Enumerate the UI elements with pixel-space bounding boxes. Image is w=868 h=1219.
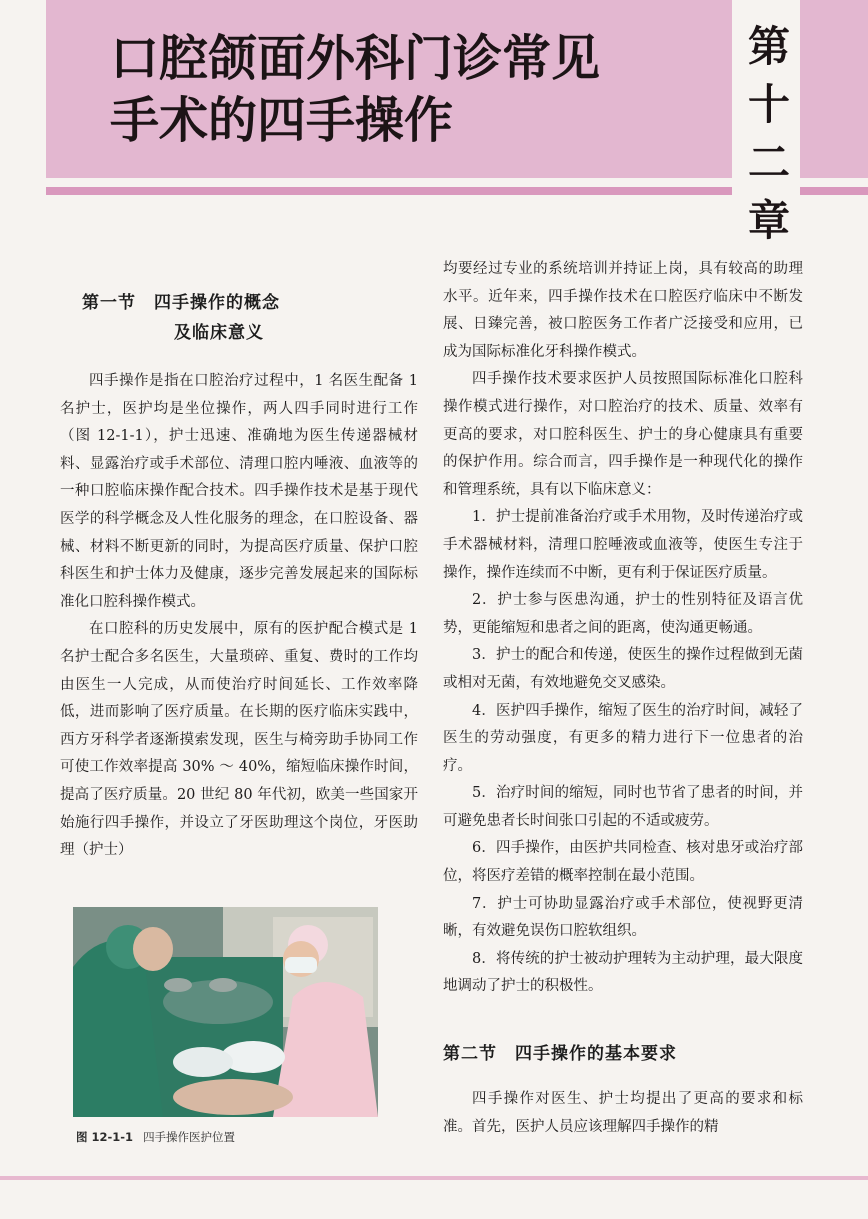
figure-caption: [76, 1129, 235, 1145]
footer-rule: [0, 1176, 868, 1180]
list-item: 2．护士参与医患沟通，护士的性别特征及语言优势，更能缩短和患者之间的距离，使沟通更畅通。: [443, 592, 803, 636]
right-column: [443, 256, 803, 1001]
figure-caption-text: 四手操作医护位置: [143, 1130, 236, 1144]
chapter-label-char: 第: [747, 22, 790, 71]
chapter-side-band: [800, 0, 868, 178]
body-paragraph: 四手操作技术要求医护人员按照国际标准化口腔科操作模式进行操作，对口腔治疗的技术、质量、效率有更高的要求，对口腔科医生、护士的身心健康具有重要的保护作用。综合而言，四手操作是一种现代化的操作和管理系统，具有以下临床意义：: [443, 371, 803, 498]
chapter-title-line2: 手术的四手操作: [110, 92, 454, 149]
body-paragraph-continued: 均要经过专业的系统培训并持证上岗，具有较高的助理水平。近年来，四手操作技术在口腔医疗临床中不断发展、日臻完善，被口腔医务工作者广泛接受和应用，已成为国际标准化牙科操作模式。: [443, 261, 803, 360]
list-item: 8．将传统的护士被动护理转为主动护理，最大限度地调动了护士的积极性。: [443, 950, 803, 995]
list-item: 5．治疗时间的缩短，同时也节省了患者的时间，并可避免患者长时间张口引起的不适或疲劳。: [443, 785, 803, 829]
list-item: 6．四手操作，由医护共同检查、核对患牙或治疗部位，将医疗差错的概率控制在最小范围。: [443, 840, 803, 885]
header-rule-right: [800, 187, 868, 195]
figure-photo: [73, 907, 378, 1117]
body-paragraph: 四手操作是指在口腔治疗过程中，1 名医生配备 1 名护士，医护均是坐位操作，两人四手同时进行工作（图 12-1-1），护士迅速、准确地为医生传递器械材料、显露治疗或手术部位、清理口腔内唾液、血液等的一种口腔临床操作配合技术。四手操作技术是基于现代医学的科学概念及人性化服务的理念，在口腔设备、器械、材料不断更新的同时，为提高医疗质量、保护口腔科医生和护士体力及健康，逐步完善发展起来的国际标准化口腔科操作模式。: [60, 373, 418, 610]
section2-body: [443, 1086, 803, 1141]
chapter-label-char: 十: [747, 80, 790, 129]
chapter-number-label: [740, 18, 798, 250]
chapter-title: [110, 28, 710, 152]
section1-heading: [82, 288, 412, 348]
list-item: 3．护士的配合和传递，使医生的操作过程做到无菌或相对无菌，有效地避免交叉感染。: [443, 647, 803, 691]
chapter-label-char: 二: [747, 138, 790, 187]
figure-number: 图 12-1-1: [76, 1130, 134, 1144]
list-item: 7．护士可协助显露治疗或手术部位，使视野更清晰，有效避免误伤口腔软组织。: [443, 895, 803, 940]
left-column: [60, 368, 418, 865]
chapter-label-char: 章: [747, 196, 790, 245]
section1-heading-line1: 第一节 四手操作的概念: [82, 293, 280, 313]
section1-heading-line2: 及临床意义: [174, 323, 264, 343]
body-paragraph: 四手操作对医生、护士均提出了更高的要求和标准。首先，医护人员应该理解四手操作的精: [443, 1091, 803, 1135]
body-paragraph: 在口腔科的历史发展中，原有的医护配合模式是 1 名护士配合多名医生，大量琐碎、重复、费时的工作均由医生一人完成，从而使治疗时间延长、工作效率降低，进而影响了医疗质量。在长期的医疗临床实践中，西方牙科学者逐渐摸索发现，医生与椅旁助手协同工作可使工作效率提高 30% ～ 40%，缩短临床操作时间，提高了医疗质量。20 世纪 80 年代初，欧美一些国家开始施行四手操作，并设立了牙医助理这个岗位，牙医助理（护士）: [60, 621, 418, 859]
clinical-photo-illustration: [73, 907, 378, 1117]
section2-heading: 第二节 四手操作的基本要求: [443, 1044, 677, 1064]
header-rule: [46, 187, 732, 195]
list-item: 4．医护四手操作，缩短了医生的治疗时间，减轻了医生的劳动强度，有更多的精力进行下一位患者的治疗。: [443, 702, 803, 774]
chapter-title-line1: 口腔颌面外科门诊常见: [110, 30, 601, 87]
list-item: 1．护士提前准备治疗或手术用物，及时传递治疗或手术器械材料，清理口腔唾液或血液等，使医生专注于操作，操作连续而不中断，更有利于保证医疗质量。: [443, 509, 803, 581]
